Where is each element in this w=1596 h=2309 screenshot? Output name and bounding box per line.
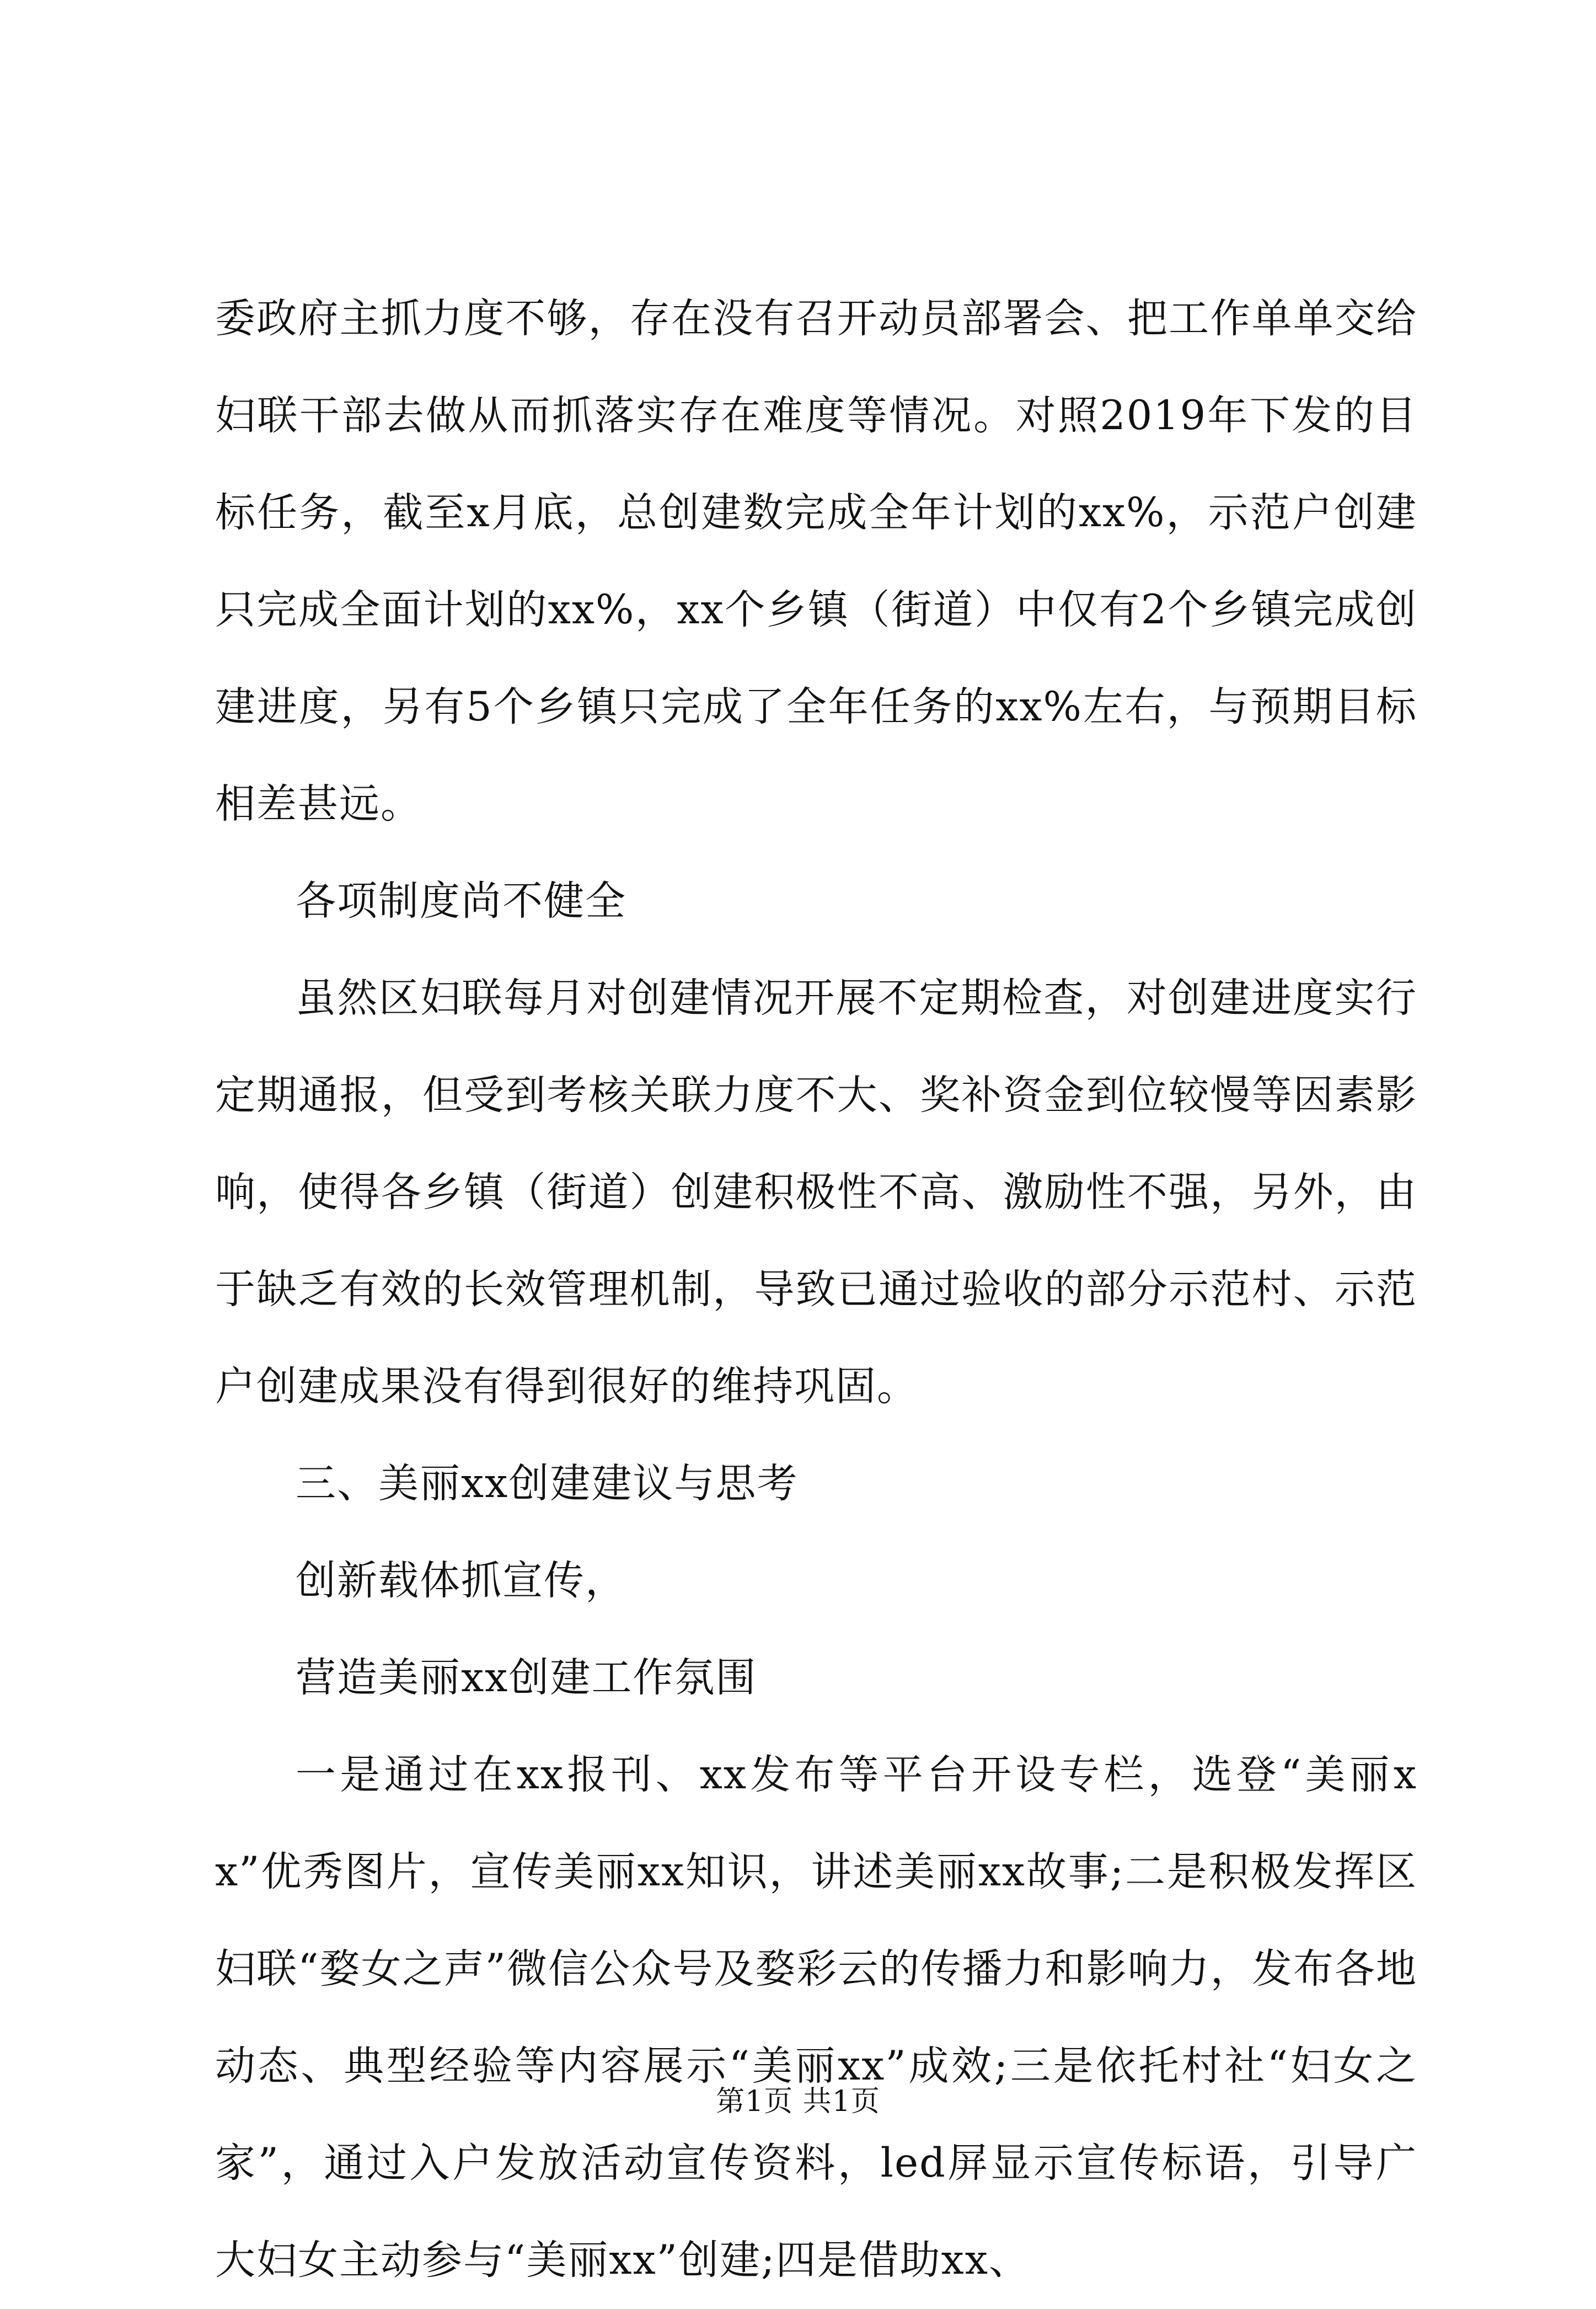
subheading-innovation: 创新载体抓宣传， [296,1557,626,1604]
paragraph-publicity: 一是通过在xx报刊、xx发布等平台开设专栏，选登“美丽xx”优秀图片，宣传美丽xx知识，讲述美丽xx故事;二是积极发挥区妇联“婺女之声”微信公众号及婺彩云的传播力和影响力，发布各地动态、典型经验等内容展示“美丽xx”成效;三是依托村社“妇女之家”，通过入户发放活动宣传资料，led屏显示宣传标语，引导广大妇女主动参与“美丽xx”创建;四是借助xx、 [215,1751,1417,2284]
document-body [215,270,1417,2309]
paragraph-system: 虽然区妇联每月对创建情况开展不定期检查，对创建进度实行定期通报，但受到考核关联力度不大、奖补资金到位较慢等因素影响，使得各乡镇（街道）创建积极性不高、激励性不强，另外，由于缺乏有效的长效管理机制，导致已通过验收的部分示范村、示范户创建成果没有得到很好的维持巩固。 [215,975,1417,1410]
paragraph-continuation: 委政府主抓力度不够，存在没有召开动员部署会、把工作单单交给妇联干部去做从而抓落实存在难度等情况。对照2019年下发的目标任务，截至x月底，总创建数完成全年计划的xx%，示范户创建只完成全面计划的xx%，xx个乡镇（街道）中仅有2个乡镇完成创建进度，另有5个乡镇只完成了全年任务的xx%左右，与预期目标相差甚远。 [215,295,1417,827]
section-heading-suggestions: 三、美丽xx创建建议与思考 [296,1460,799,1507]
subheading-atmosphere: 营造美丽xx创建工作氛围 [296,1654,757,1701]
page-footer: 第1页 共1页 [716,2085,880,2118]
section-heading-system: 各项制度尚不健全 [296,878,626,924]
